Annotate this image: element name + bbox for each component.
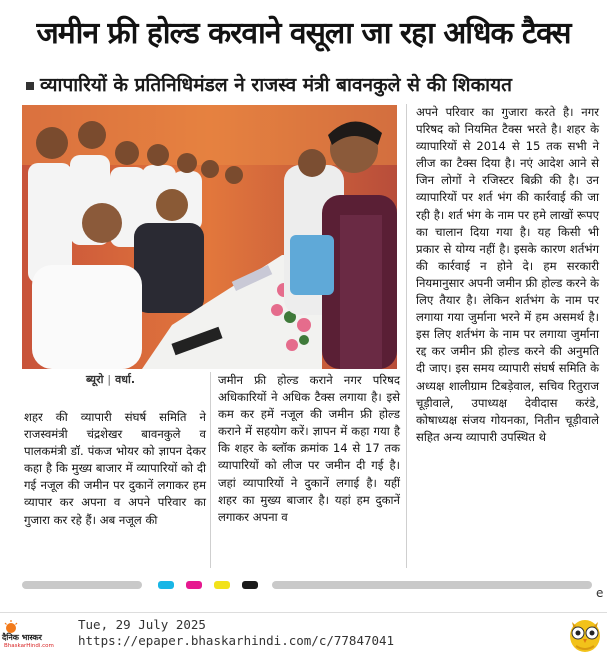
color-registration-strip	[0, 578, 607, 592]
article-column-2	[218, 372, 400, 526]
subheadline	[26, 68, 601, 102]
article-text-1: शहर की व्यापारी संघर्ष समिति ने राजस्वमंत्री चंद्रशेखर बावनकुले व पालकमंत्री डॉ. पंकज भोयर को ज्ञापन देकर कहा है कि मुख्य बाजार में व्यापारियों को दी गई नजूल की जमीन पर दुकानें लगाकर हम व्यापार कर अपना व अपने परिवार का गुजारा कर रहे हैं। अब नजूल की	[24, 410, 206, 527]
subheadline-text: व्यापारियों के प्रतिनिधिमंडल ने राजस्व मंत्री बावनकुले से की शिकायत	[40, 74, 512, 96]
column-divider-1	[210, 372, 211, 568]
article-column-3	[416, 104, 599, 446]
meeting-photo-illustration	[22, 105, 397, 369]
article-text-3: अपने परिवार का गुजारा करते है। नगर परिषद को नियमित टैक्स भरते है। शहर के व्यापारियों से 2014 से 15 तक सभी ने लीज का टैक्स दिया है। नएं आदेश आने से जिन लोगों ने रजिस्टर बिक्री की है। उन व्यापारियों पर शर्त भंग की कार्रवाई की जा रही है। शर्त भंग के नाम पर हमे लाखों रूपए का चालान दिया गया है। यह किसी भी प्रकार से योग्य नहीं है। इसके कारण शर्तभंग की कार्रवाई न होने दे। हम सरकारी नियमानुसार अपनी जमीन फ्री होल्ड करने के लिए तैयार है। लेकिन शर्तभंग के नाम पर लगाया गया जुर्माना भरने में हम असमर्थ है। इस लिए शर्तभंग के नाम पर लगाया जुर्माना रद्द कर जमीन फ्री होल्ड करने की अनुमति दी जाए। इस समय व्यापारी संघर्ष समिति के अध्यक्ष शालीग्राम टिबड़ेवाल, सचिव रितुराज चूड़ीवाले, उपाध्यक्ष देवीदास करंडे, कोषाध्यक्ष संजय गोयनका, नितीन चूड़ीवाले सहित अन्य व्यापारी उपस्थित थे	[416, 105, 599, 444]
owl-mascot-icon	[566, 614, 604, 654]
photo-credit: ब्यूरो | वर्धा.	[86, 373, 136, 386]
footer-date: Tue, 29 July 2025	[78, 617, 206, 632]
article-column-1	[24, 409, 206, 529]
column-divider-2	[406, 104, 407, 568]
credit-bureau: ब्यूरो	[86, 373, 104, 386]
logo-subtext: BhaskarHindi.com	[4, 643, 54, 649]
article-text-2: जमीन फ्री होल्ड कराने नगर परिषद अधिकारियों ने अधिक टैक्स लगाया है। इसे कम कर हमें नजूल की जमीन फ्री होल्ड कराने में सहयोग करें। ज्ञापन में कहा गया है कि शहर के ब्लॉक क्रमांक 14 से 17 तक व्यापारियों को लीज पर जमीन दी गई है। जहां व्यापारियों ने दुकानें लगाई है। यहीं शहर का मुख्य बाजार है। यहां हम दुकानें लगाकर अपना व	[218, 373, 400, 524]
logo-text: दैनिक भास्कर	[2, 633, 42, 642]
footer-url[interactable]: https://epaper.bhaskarhindi.com/c/77847041	[78, 633, 395, 648]
page-marker: e	[596, 586, 604, 600]
credit-location: वर्धा.	[115, 373, 136, 386]
dainik-bhaskar-logo[interactable]	[2, 620, 68, 650]
headline: जमीन फ्री होल्ड करवाने वसूला जा रहा अधिक टैक्स	[36, 16, 571, 51]
bullet-square	[26, 82, 34, 90]
news-photo	[22, 105, 397, 369]
